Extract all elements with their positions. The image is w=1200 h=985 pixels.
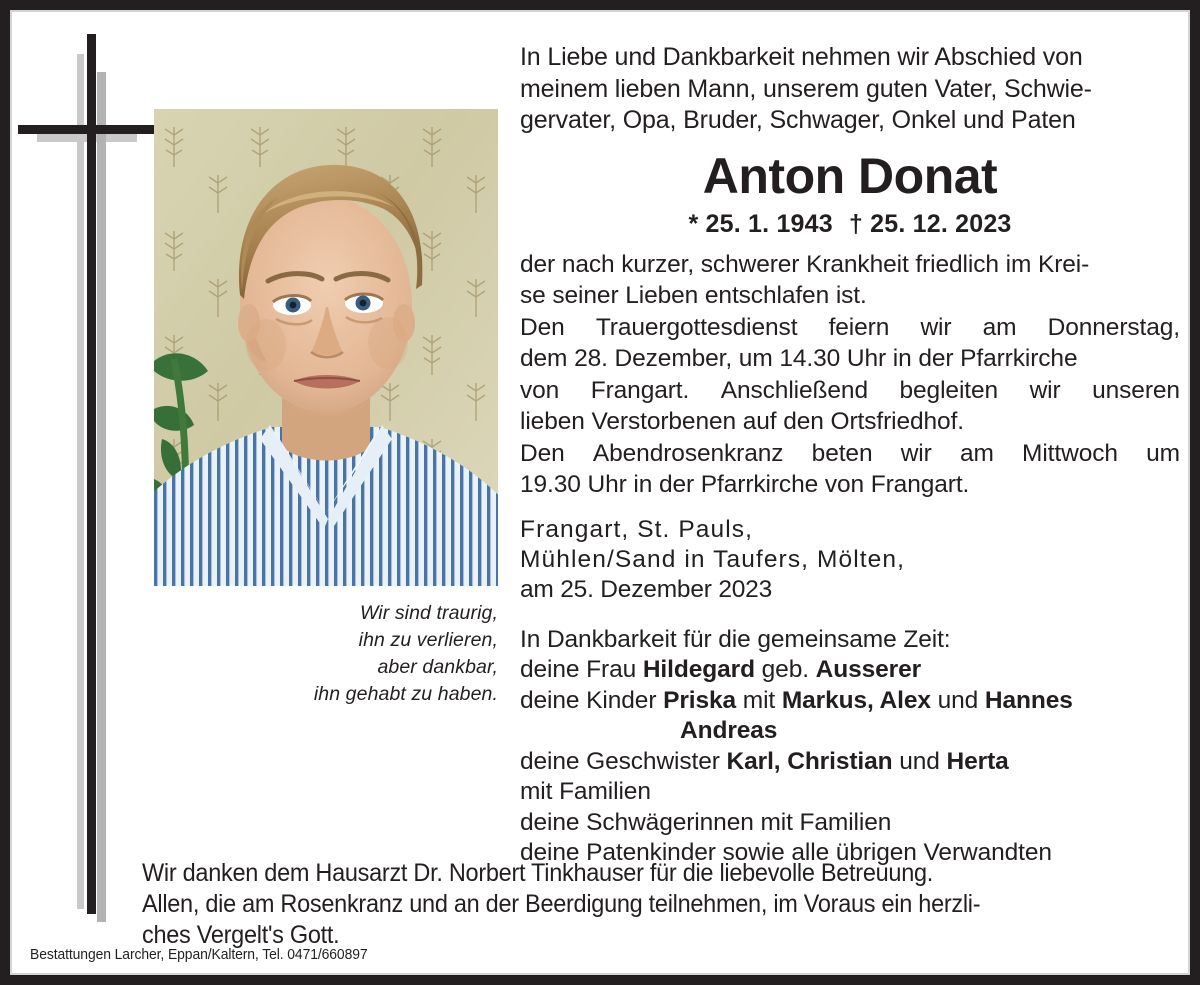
sibling-name-karl-christian: Karl, Christian [726,747,893,775]
opening-statement [520,42,1180,137]
places-date: am 25. Dezember 2023 [520,575,773,603]
funeral-details [520,249,1180,501]
birth-date: * 25. 1. 1943 [688,209,833,238]
wife-maiden-name: Ausserer [815,656,922,683]
verse-line-3: aber dankbar, [377,656,498,678]
closing-line-3: ches Vergelt's Gott. [142,921,340,949]
lede-line-3: gervater, Opa, Bruder, Schwager, Onkel und Paten [520,106,1076,134]
life-dates [520,207,1180,241]
child-name-hannes: Hannes [984,686,1073,714]
body-line-2: se seiner Lieben entschlafen ist. [520,282,867,309]
family-children-row [520,686,1180,717]
family-list [520,625,1180,869]
child-name-andreas: Andreas [680,717,778,744]
body-line-3: Den Trauergottesdienst feiern wir am Donnerstag, [520,313,1180,341]
deceased-name: Anton Donat [702,147,998,204]
body-line-5: von Frangart. Anschließend begleiten wir unseren [520,376,1180,404]
verse-line-1: Wir sind traurig, [359,602,498,624]
christian-cross-icon [12,12,172,922]
siblings-prefix: deine Geschwister [520,747,727,775]
wife-name: Hildegard [642,656,755,683]
family-siblings-families: mit Familien [520,778,651,805]
memorial-verse [154,600,498,708]
child-name-markus-alex: Markus, Alex [781,686,931,714]
body-line-4: dem 28. Dezember, um 14.30 Uhr in der Pfarrkirche [520,345,1078,372]
verse-line-4: ihn gehabt zu haben. [313,683,498,705]
child-name-priska: Priska [663,686,737,714]
family-sisters-in-law: deine Schwägerinnen mit Familien [520,808,892,836]
siblings-mid: und [892,747,947,775]
lede-line-2: meinem lieben Mann, unserem guten Vater, Schwie- [520,74,1092,103]
children-mid-1: mit [736,686,782,714]
body-line-1: der nach kurzer, schwerer Krankheit friedlich im Krei- [520,250,1090,278]
wife-prefix: deine Frau [520,656,643,683]
sibling-name-herta: Herta [946,747,1009,775]
place-and-date-block [520,515,1180,605]
body-line-6: lieben Verstorbenen auf den Ortsfriedhof. [520,408,964,435]
family-siblings-row [520,747,1180,778]
closing-thanks-paragraph [142,858,1120,951]
thanks-heading: In Dankbarkeit für die gemeinsame Zeit: [520,625,951,653]
portrait-photo [154,109,498,586]
family-godchildren: deine Patenkinder sowie alle übrigen Verwandten [520,839,1052,866]
places-line-2: Mühlen/Sand in Taufers, Mölten, [520,545,906,573]
closing-line-1: Wir danken dem Hausarzt Dr. Norbert Tinkhauser für die liebevolle Betreuung. [142,859,934,887]
notice-inner-frame [10,10,1190,975]
family-children-row-cont [520,716,1180,747]
funeral-home-credit: Bestattungen Larcher, Eppan/Kaltern, Tel. 0471/660897 [30,947,368,963]
children-prefix: deine Kinder [520,686,664,714]
verse-line-2: ihn zu verlieren, [358,629,498,651]
body-line-7: Den Abendrosenkranz beten wir am Mittwoch um [520,439,1180,467]
children-mid-2: und [930,686,985,714]
death-date: † 25. 12. 2023 [848,209,1012,238]
body-line-8: 19.30 Uhr in der Pfarrkirche von Frangart. [520,471,970,498]
obituary-text-column [520,42,1180,869]
wife-mid: geb. [754,656,816,683]
family-wife-row [520,655,1180,686]
lede-line-1: In Liebe und Dankbarkeit nehmen wir Abschied von [520,43,1083,71]
closing-line-2: Allen, die am Rosenkranz und an der Beerdigung teilnehmen, im Voraus ein herzli- [142,890,981,918]
places-line-1: Frangart, St. Pauls, [520,515,754,543]
